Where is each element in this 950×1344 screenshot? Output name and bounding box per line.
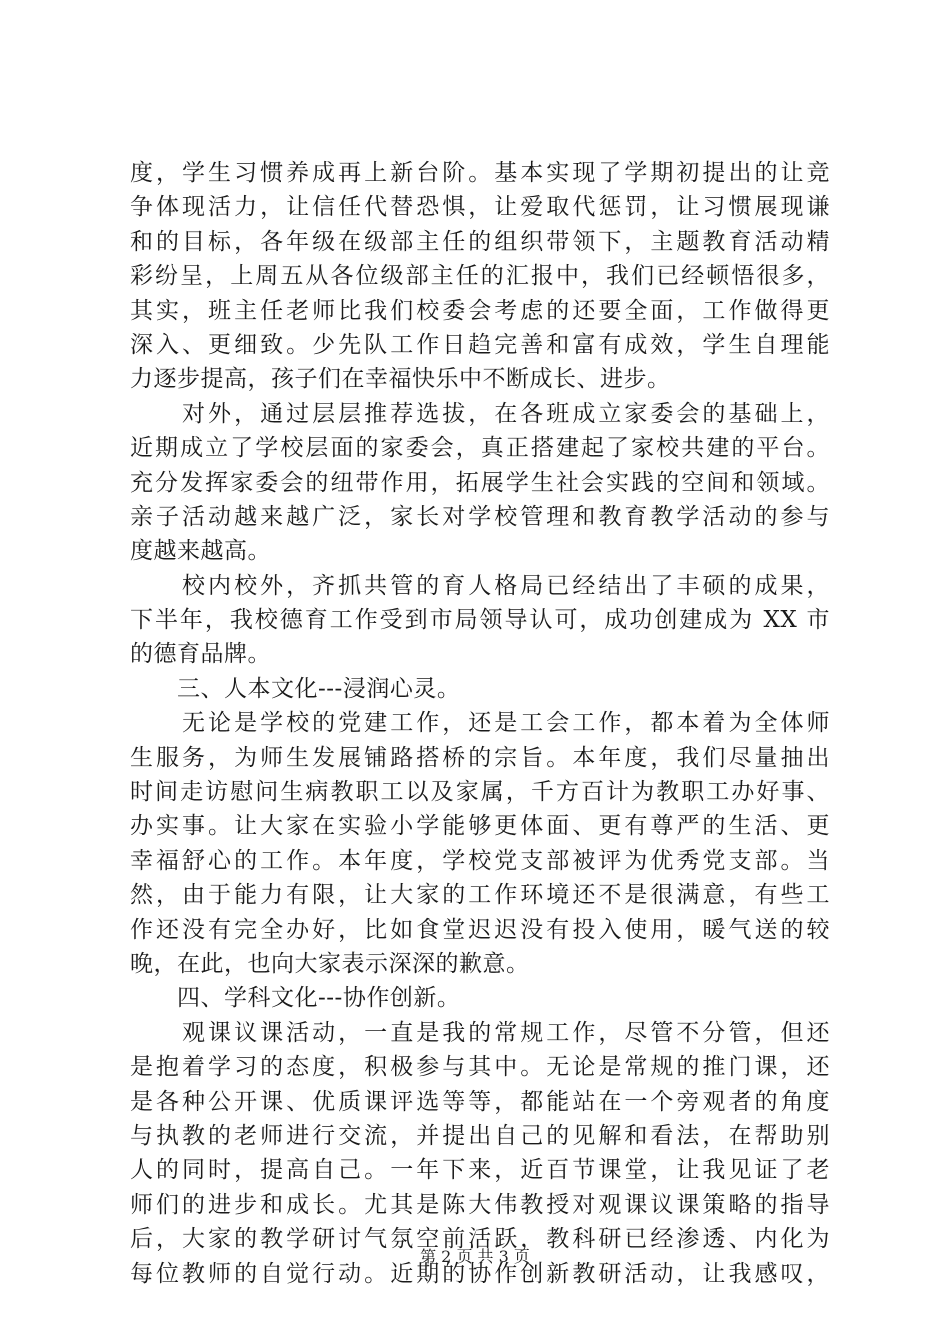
text-line: 后，大家的教学研讨气氛空前活跃，教科研已经渗透、内化为 xyxy=(130,1226,830,1253)
text-line: 观课议课活动，一直是我的常规工作，尽管不分管，但还 xyxy=(130,1019,830,1046)
text-line: 晚，在此，也向大家表示深深的歉意。 xyxy=(130,950,530,977)
text-line: 下半年，我校德育工作受到市局领导认可，成功创建成为 XX 市 xyxy=(130,607,830,634)
text-line: 四、学科文化---协作创新。 xyxy=(130,985,461,1012)
text-line: 亲子活动越来越广泛，家长对学校管理和教育教学活动的参与 xyxy=(130,503,830,530)
text-line: 作还没有完全办好，比如食堂迟迟没有投入使用，暖气送的较 xyxy=(130,916,830,943)
text-line: 度越来越高。 xyxy=(130,538,271,565)
text-line: 与执教的老师进行交流，并提出自己的见解和看法，在帮助别 xyxy=(130,1122,830,1149)
text-line: 人的同时，提高自己。一年下来，近百节课堂，让我见证了老 xyxy=(130,1157,830,1184)
text-line: 是各种公开课、优质课评选等等，都能站在一个旁观者的角度 xyxy=(130,1088,830,1115)
document-body xyxy=(130,156,830,1291)
text-line: 充分发挥家委会的纽带作用，拓展学生社会实践的空间和领域。 xyxy=(130,469,830,496)
text-line: 时间走访慰问生病教职工以及家属，千方百计为教职工办好事、 xyxy=(130,779,830,806)
text-line: 是抱着学习的态度，积极参与其中。无论是常规的推门课，还 xyxy=(130,1054,830,1081)
text-line: 幸福舒心的工作。本年度，学校党支部被评为优秀党支部。当 xyxy=(130,847,830,874)
text-line: 师们的进步和成长。尤其是陈大伟教授对观课议课策略的指导 xyxy=(130,1191,830,1218)
text-line: 深入、更细致。少先队工作日趋完善和富有成效，学生自理能 xyxy=(130,331,830,358)
text-line: 近期成立了学校层面的家委会，真正搭建起了家校共建的平台。 xyxy=(130,435,830,462)
text-line: 对外，通过层层推荐选拔，在各班成立家委会的基础上， xyxy=(130,400,830,427)
text-line: 的德育品牌。 xyxy=(130,641,271,668)
text-line: 彩纷呈，上周五从各位级部主任的汇报中，我们已经顿悟很多， xyxy=(130,263,830,290)
text-line: 三、人本文化---浸润心灵。 xyxy=(130,675,461,702)
text-line: 力逐步提高，孩子们在幸福快乐中不断成长、进步。 xyxy=(130,366,671,393)
text-line: 办实事。让大家在实验小学能够更体面、更有尊严的生活、更 xyxy=(130,813,830,840)
text-line: 其实，班主任老师比我们校委会考虑的还要全面，工作做得更 xyxy=(130,297,830,324)
text-line: 生服务，为师生发展铺路搭桥的宗旨。本年度，我们尽量抽出 xyxy=(130,744,830,771)
text-line: 每位教师的自觉行动。近期的协作创新教研活动，让我感叹， xyxy=(130,1260,830,1287)
text-line: 度，学生习惯养成再上新台阶。基本实现了学期初提出的让竞 xyxy=(130,160,830,186)
text-line: 和的目标，各年级在级部主任的组织带领下，主题教育活动精 xyxy=(130,228,830,255)
text-line: 校内校外，齐抓共管的育人格局已经结出了丰硕的成果， xyxy=(130,572,830,599)
text-line: 无论是学校的党建工作，还是工会工作，都本着为全体师 xyxy=(130,710,830,737)
page-footer: 第 2 页 共 3 页 xyxy=(420,1247,530,1266)
text-line: 然，由于能力有限，让大家的工作环境还不是很满意，有些工 xyxy=(130,882,830,909)
text-line: 争体现活力，让信任代替恐惧，让爱取代惩罚，让习惯展现谦 xyxy=(130,194,830,221)
